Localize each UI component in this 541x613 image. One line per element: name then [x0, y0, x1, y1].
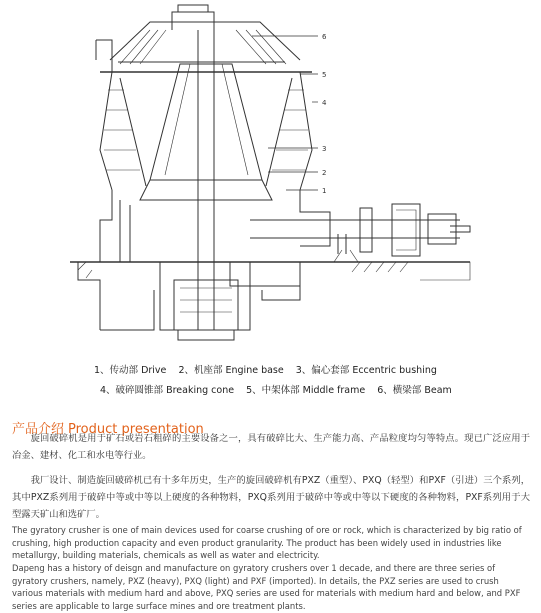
callout-5: 5 — [322, 71, 327, 79]
callout-1: 1 — [322, 187, 327, 195]
legend-item-beam: 6、横梁部 Beam — [377, 385, 452, 396]
callout-2: 2 — [322, 169, 327, 177]
section-title-cn: 产品介绍 — [12, 422, 65, 437]
legend-item-engine-base: 2、机座部 Engine base — [178, 365, 284, 376]
legend-row-1 — [94, 362, 446, 376]
legend-item-drive: 1、传动部 Drive — [94, 365, 167, 376]
legend-item-eccentric-bushing: 3、偏心套部 Eccentric bushing — [295, 365, 437, 376]
callout-6: 6 — [322, 33, 327, 41]
legend-item-middle-frame: 5、中架体部 Middle frame — [246, 385, 366, 396]
paragraph-en-1: The gyratory crusher is one of main devices used for coarse crushing of ore or rock, which is characterized by big ratio of crushing, high production capacity and even product granularity. The product has been widely used in industries like metallurgy, building materials, chemicals as well as water and electricity. — [12, 525, 522, 561]
legend-item-breaking-cone: 4、破碎圆锥部 Breaking cone — [100, 385, 235, 396]
callout-3: 3 — [322, 145, 327, 153]
callout-4: 4 — [322, 99, 327, 107]
paragraph-cn-1: 旋回破碎机是用于矿石或岩石粗碎的主要设备之一，具有破碎比大、生产能力高、产品粒度均匀等特点。现已广泛应用于冶金、建材、化工和水电等行业。 — [12, 433, 530, 461]
legend-row-2 — [100, 382, 461, 396]
paragraph-cn-2: 我厂设计、制造旋回破碎机已有十多年历史，生产的旋回破碎机有PXZ（重型）、PXQ（轻型）和PXF（引进）三个系列，其中PXZ系列用于破碎中等或中等以上硬度的各种物料，PXQ系列用于破碎中等或中等以下硬度的各种物料，PXF系列用于大型露天矿山和选矿厂。 — [12, 475, 530, 520]
paragraph-en-2: Dapeng has a history of deisgn and manufacture on gyratory crushers over 1 decade, and there are three series of gyratory crushers, namely, PXZ (heavy), PXQ (light) and PXF (imported). In details, the PXZ series are used to crush various materials with medium hard and above, PXQ series are used for materials with medium hard and below, and PXF series are applicable to large surface mines and ore treatment plants. — [12, 563, 521, 611]
section-title-en: Product presentation — [68, 422, 204, 437]
